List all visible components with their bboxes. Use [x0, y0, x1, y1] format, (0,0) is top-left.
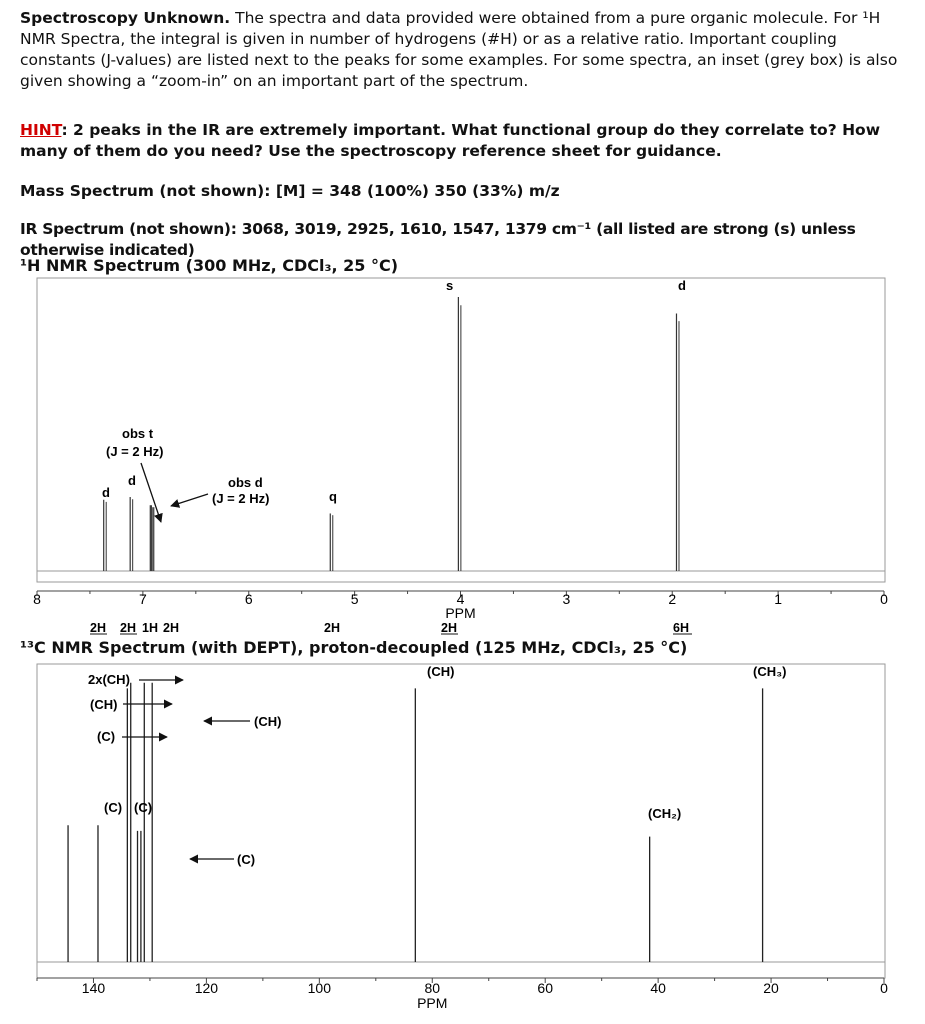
c-label-c-d: (C)	[134, 800, 153, 815]
h-mult-d2: d	[128, 473, 136, 488]
h-integral-3: 1H	[142, 621, 158, 635]
h-mult-q: q	[329, 489, 337, 504]
h-obs-d-j: (J = 2 Hz)	[212, 491, 270, 506]
c-nmr-axis	[37, 978, 888, 1011]
c-axis-label: 60	[537, 980, 553, 996]
h-axis-label: 8	[33, 591, 41, 607]
c-nmr-title: ¹³C NMR Spectrum (with DEPT), proton-decoupled (125 MHz, CDCl₃, 25 °C)	[20, 638, 688, 657]
h-integral-2: 2H	[120, 621, 136, 635]
c-axis-label: 0	[880, 980, 888, 996]
h-integral-1: 2H	[90, 621, 106, 635]
h-nmr-peaks	[104, 297, 679, 571]
c-axis-title: PPM	[417, 995, 448, 1011]
c-axis-label: 40	[650, 980, 666, 996]
c-nmr-peaks	[68, 683, 763, 962]
h-mult-d3: d	[678, 278, 686, 293]
h-obs-t-j: (J = 2 Hz)	[106, 444, 164, 459]
obs-d-arrow	[171, 494, 208, 506]
h-axis-label: 0	[880, 591, 888, 607]
c-axis-label: 80	[424, 980, 441, 996]
c-axis-label: 100	[307, 980, 332, 996]
h-axis-label: 4	[456, 591, 465, 607]
h-axis-label: 6	[244, 591, 253, 607]
h-axis-title: PPM	[445, 605, 476, 621]
h-axis-label: 2	[668, 591, 677, 607]
hint-text: : 2 peaks in the IR are extremely important. What functional group do they correlate to? How many of them do you need? Use the spectroscopy reference sheet for guidance.	[20, 121, 881, 160]
h-mult-d1: d	[102, 485, 110, 500]
intro-title: Spectroscopy Unknown.	[20, 9, 231, 27]
c-axis-label: 120	[194, 980, 219, 996]
h-obs-t: obs t	[122, 426, 154, 441]
h-axis-label: 5	[350, 591, 359, 607]
c-label-ch-83: (CH)	[427, 664, 455, 679]
h-mult-s: s	[446, 278, 454, 293]
h-axis-label: 1	[774, 591, 783, 607]
mass-spectrum-line: Mass Spectrum (not shown): [M] = 348 (100%) 350 (33%) m/z	[20, 182, 560, 200]
c-label-c-c: (C)	[104, 800, 123, 815]
c-label-c-a: (C)	[97, 729, 116, 744]
h-nmr-axis	[33, 591, 888, 621]
c-label-ch-b: (CH)	[254, 714, 282, 729]
h-integral-7: 6H	[673, 621, 689, 635]
h-obs-d: obs d	[228, 475, 263, 490]
h-nmr-title: ¹H NMR Spectrum (300 MHz, CDCl₃, 25 °C)	[20, 256, 399, 275]
c-label-ch2: (CH₂)	[648, 806, 682, 821]
h-integral-4: 2H	[163, 621, 179, 635]
c-label-2xch: 2x(CH)	[88, 672, 130, 687]
hint-label: HINT	[20, 121, 62, 139]
h-axis-label: 3	[562, 591, 571, 607]
c-axis-label: 20	[763, 980, 779, 996]
h-axis-label: 7	[138, 591, 147, 607]
intro-body: The spectra and data provided were obtained from a pure organic molecule. For ¹H NMR Spectra, the integral is given in number of hydrogens (#H) or as a relative ratio. Important coupling constants (J-values) are listed next to the peaks for some examples. For some spectra, an inset (grey box) is also given showing a “zoom-in” on an important part of the spectrum.	[20, 9, 898, 90]
c-axis-label: 140	[81, 980, 106, 996]
h-integral-5: 2H	[324, 621, 340, 635]
c-nmr-frame	[37, 664, 885, 978]
ir-spectrum-line: IR Spectrum (not shown): 3068, 3019, 2925, 1610, 1547, 1379 cm⁻¹ (all listed are strong (s) unless otherwise indicated)	[20, 220, 856, 259]
c-label-ch-a: (CH)	[90, 697, 118, 712]
c-label-c-b: (C)	[237, 852, 256, 867]
c-label-ch3: (CH₃)	[753, 664, 787, 679]
h-integral-6: 2H	[441, 621, 457, 635]
